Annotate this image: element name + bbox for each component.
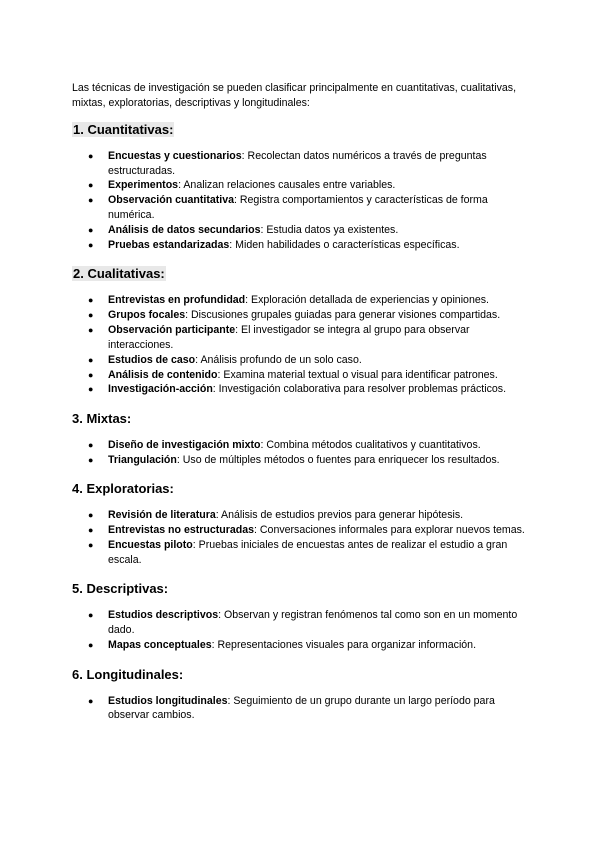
section-heading bbox=[72, 480, 532, 498]
bullet-icon: ● bbox=[88, 325, 94, 336]
list-item bbox=[72, 238, 532, 253]
bullet-icon: ● bbox=[88, 639, 94, 650]
intro-paragraph: Las técnicas de investigación se pueden clasificar principalmente en cuantitativas, cualitativas, mixtas, exploratorias, descriptivas y longitudinales: bbox=[72, 82, 517, 109]
item-term: Triangulación bbox=[108, 453, 177, 466]
section bbox=[72, 480, 532, 567]
list-item bbox=[72, 382, 532, 397]
list-item bbox=[72, 453, 532, 468]
bullet-icon: ● bbox=[88, 610, 94, 621]
bullet-icon: ● bbox=[88, 454, 94, 465]
bullet-icon: ● bbox=[88, 151, 94, 161]
list-item bbox=[72, 368, 532, 383]
item-description: : Examina material textual o visual para identificar patrones. bbox=[217, 368, 498, 381]
list-item bbox=[72, 293, 532, 308]
list-item bbox=[72, 193, 532, 222]
bullet-list bbox=[72, 508, 532, 567]
bullet-icon: ● bbox=[88, 695, 94, 706]
section-heading-text: 3. Mixtas: bbox=[72, 410, 132, 426]
item-term: Encuestas y cuestionarios bbox=[108, 150, 242, 162]
section-heading bbox=[72, 265, 532, 283]
bullet-icon: ● bbox=[88, 180, 94, 191]
bullet-icon: ● bbox=[88, 525, 94, 536]
item-description: : Representaciones visuales para organizar información. bbox=[211, 638, 477, 651]
item-description: : Investigación colaborativa para resolver problemas prácticos. bbox=[212, 383, 507, 396]
item-term: Observación participante bbox=[108, 324, 236, 337]
item-description: : Analizan relaciones causales entre variables. bbox=[178, 179, 396, 192]
list-item bbox=[72, 608, 532, 637]
section-heading bbox=[72, 410, 532, 428]
item-description: : Conversaciones informales para explorar nuevos temas. bbox=[254, 524, 525, 537]
item-description: : Combina métodos cualitativos y cuantitativos. bbox=[260, 438, 481, 451]
item-term: Entrevistas no estructuradas bbox=[108, 524, 255, 537]
section bbox=[72, 121, 532, 252]
item-description: : Uso de múltiples métodos o fuentes para enriquecer los resultados. bbox=[176, 453, 500, 466]
bullet-icon: ● bbox=[88, 510, 94, 521]
item-description: : Discusiones grupales guiadas para generar visiones compartidas. bbox=[185, 309, 501, 322]
bullet-icon: ● bbox=[88, 354, 94, 365]
item-description: : Recolectan datos numéricos a través de preguntas estructuradas. bbox=[108, 150, 487, 177]
section-heading-text: 1. Cuantitativas: bbox=[73, 122, 174, 137]
item-description: : Miden habilidades o características específicas. bbox=[229, 238, 460, 251]
item-description: : Análisis de estudios previos para generar hipótesis. bbox=[215, 509, 464, 522]
item-term: Análisis de datos secundarios bbox=[108, 223, 261, 236]
section-heading bbox=[72, 580, 532, 598]
bullet-list bbox=[72, 438, 532, 467]
item-term: Grupos focales bbox=[108, 309, 186, 322]
list-item bbox=[72, 323, 532, 352]
bullet-list bbox=[72, 149, 532, 252]
item-description: : Seguimiento de un grupo durante un largo período para observar cambios. bbox=[108, 694, 495, 722]
item-description: : Exploración detallada de experiencias y opiniones. bbox=[245, 294, 489, 307]
bullet-list bbox=[72, 293, 532, 397]
item-term: Revisión de literatura bbox=[108, 509, 216, 522]
section bbox=[72, 666, 532, 723]
section-heading-text: 6. Longitudinales: bbox=[72, 666, 184, 682]
item-description: : Estudia datos ya existentes. bbox=[260, 223, 399, 236]
section bbox=[72, 265, 532, 397]
bullet-icon: ● bbox=[88, 239, 94, 250]
item-term: Encuestas piloto bbox=[108, 539, 193, 552]
list-item bbox=[72, 508, 532, 523]
item-term: Diseño de investigación mixto bbox=[108, 438, 261, 451]
section bbox=[72, 580, 532, 652]
bullet-icon: ● bbox=[88, 384, 94, 395]
list-item bbox=[72, 178, 532, 193]
bullet-icon: ● bbox=[88, 295, 94, 306]
section-heading bbox=[72, 121, 532, 139]
sections-container bbox=[72, 121, 532, 723]
bullet-list bbox=[72, 608, 532, 652]
section-heading-text: 2. Cualitativas: bbox=[73, 266, 165, 282]
list-item bbox=[72, 538, 532, 567]
bullet-icon: ● bbox=[88, 310, 94, 321]
list-item bbox=[72, 308, 532, 323]
item-term: Estudios descriptivos bbox=[108, 609, 219, 622]
item-term: Experimentos bbox=[108, 179, 179, 192]
item-description: : Pruebas iniciales de encuestas antes de realizar el estudio a gran escala. bbox=[108, 539, 508, 566]
item-term: Investigación-acción bbox=[108, 383, 213, 396]
section bbox=[72, 410, 532, 467]
list-item bbox=[72, 149, 532, 178]
item-term: Observación cuantitativa bbox=[108, 194, 234, 207]
item-description: : Registra comportamientos y características de forma numérica. bbox=[108, 194, 488, 221]
item-term: Entrevistas en profundidad bbox=[108, 294, 246, 307]
list-item bbox=[72, 694, 532, 723]
section-heading-text: 5. Descriptivas: bbox=[72, 581, 169, 597]
list-item bbox=[72, 638, 532, 653]
bullet-icon: ● bbox=[88, 195, 94, 206]
item-term: Estudios de caso bbox=[108, 353, 196, 366]
bullet-icon: ● bbox=[88, 224, 94, 235]
item-term: Análisis de contenido bbox=[108, 368, 218, 381]
item-description: : Observan y registran fenómenos tal como son en un momento dado. bbox=[108, 609, 518, 637]
item-term: Pruebas estandarizadas bbox=[108, 238, 230, 251]
bullet-icon: ● bbox=[88, 540, 94, 551]
bullet-icon: ● bbox=[88, 439, 94, 450]
list-item bbox=[72, 438, 532, 453]
section-heading bbox=[72, 666, 532, 684]
list-item bbox=[72, 223, 532, 238]
item-term: Estudios longitudinales bbox=[108, 694, 228, 707]
list-item bbox=[72, 353, 532, 368]
item-description: : El investigador se integra al grupo para observar interacciones. bbox=[108, 324, 470, 351]
bullet-list bbox=[72, 694, 532, 723]
section-heading-text: 4. Exploratorias: bbox=[72, 481, 174, 497]
item-term: Mapas conceptuales bbox=[108, 638, 212, 651]
bullet-icon: ● bbox=[88, 369, 94, 380]
document-body bbox=[72, 81, 532, 736]
item-description: : Análisis profundo de un solo caso. bbox=[195, 353, 362, 366]
list-item bbox=[72, 523, 532, 538]
